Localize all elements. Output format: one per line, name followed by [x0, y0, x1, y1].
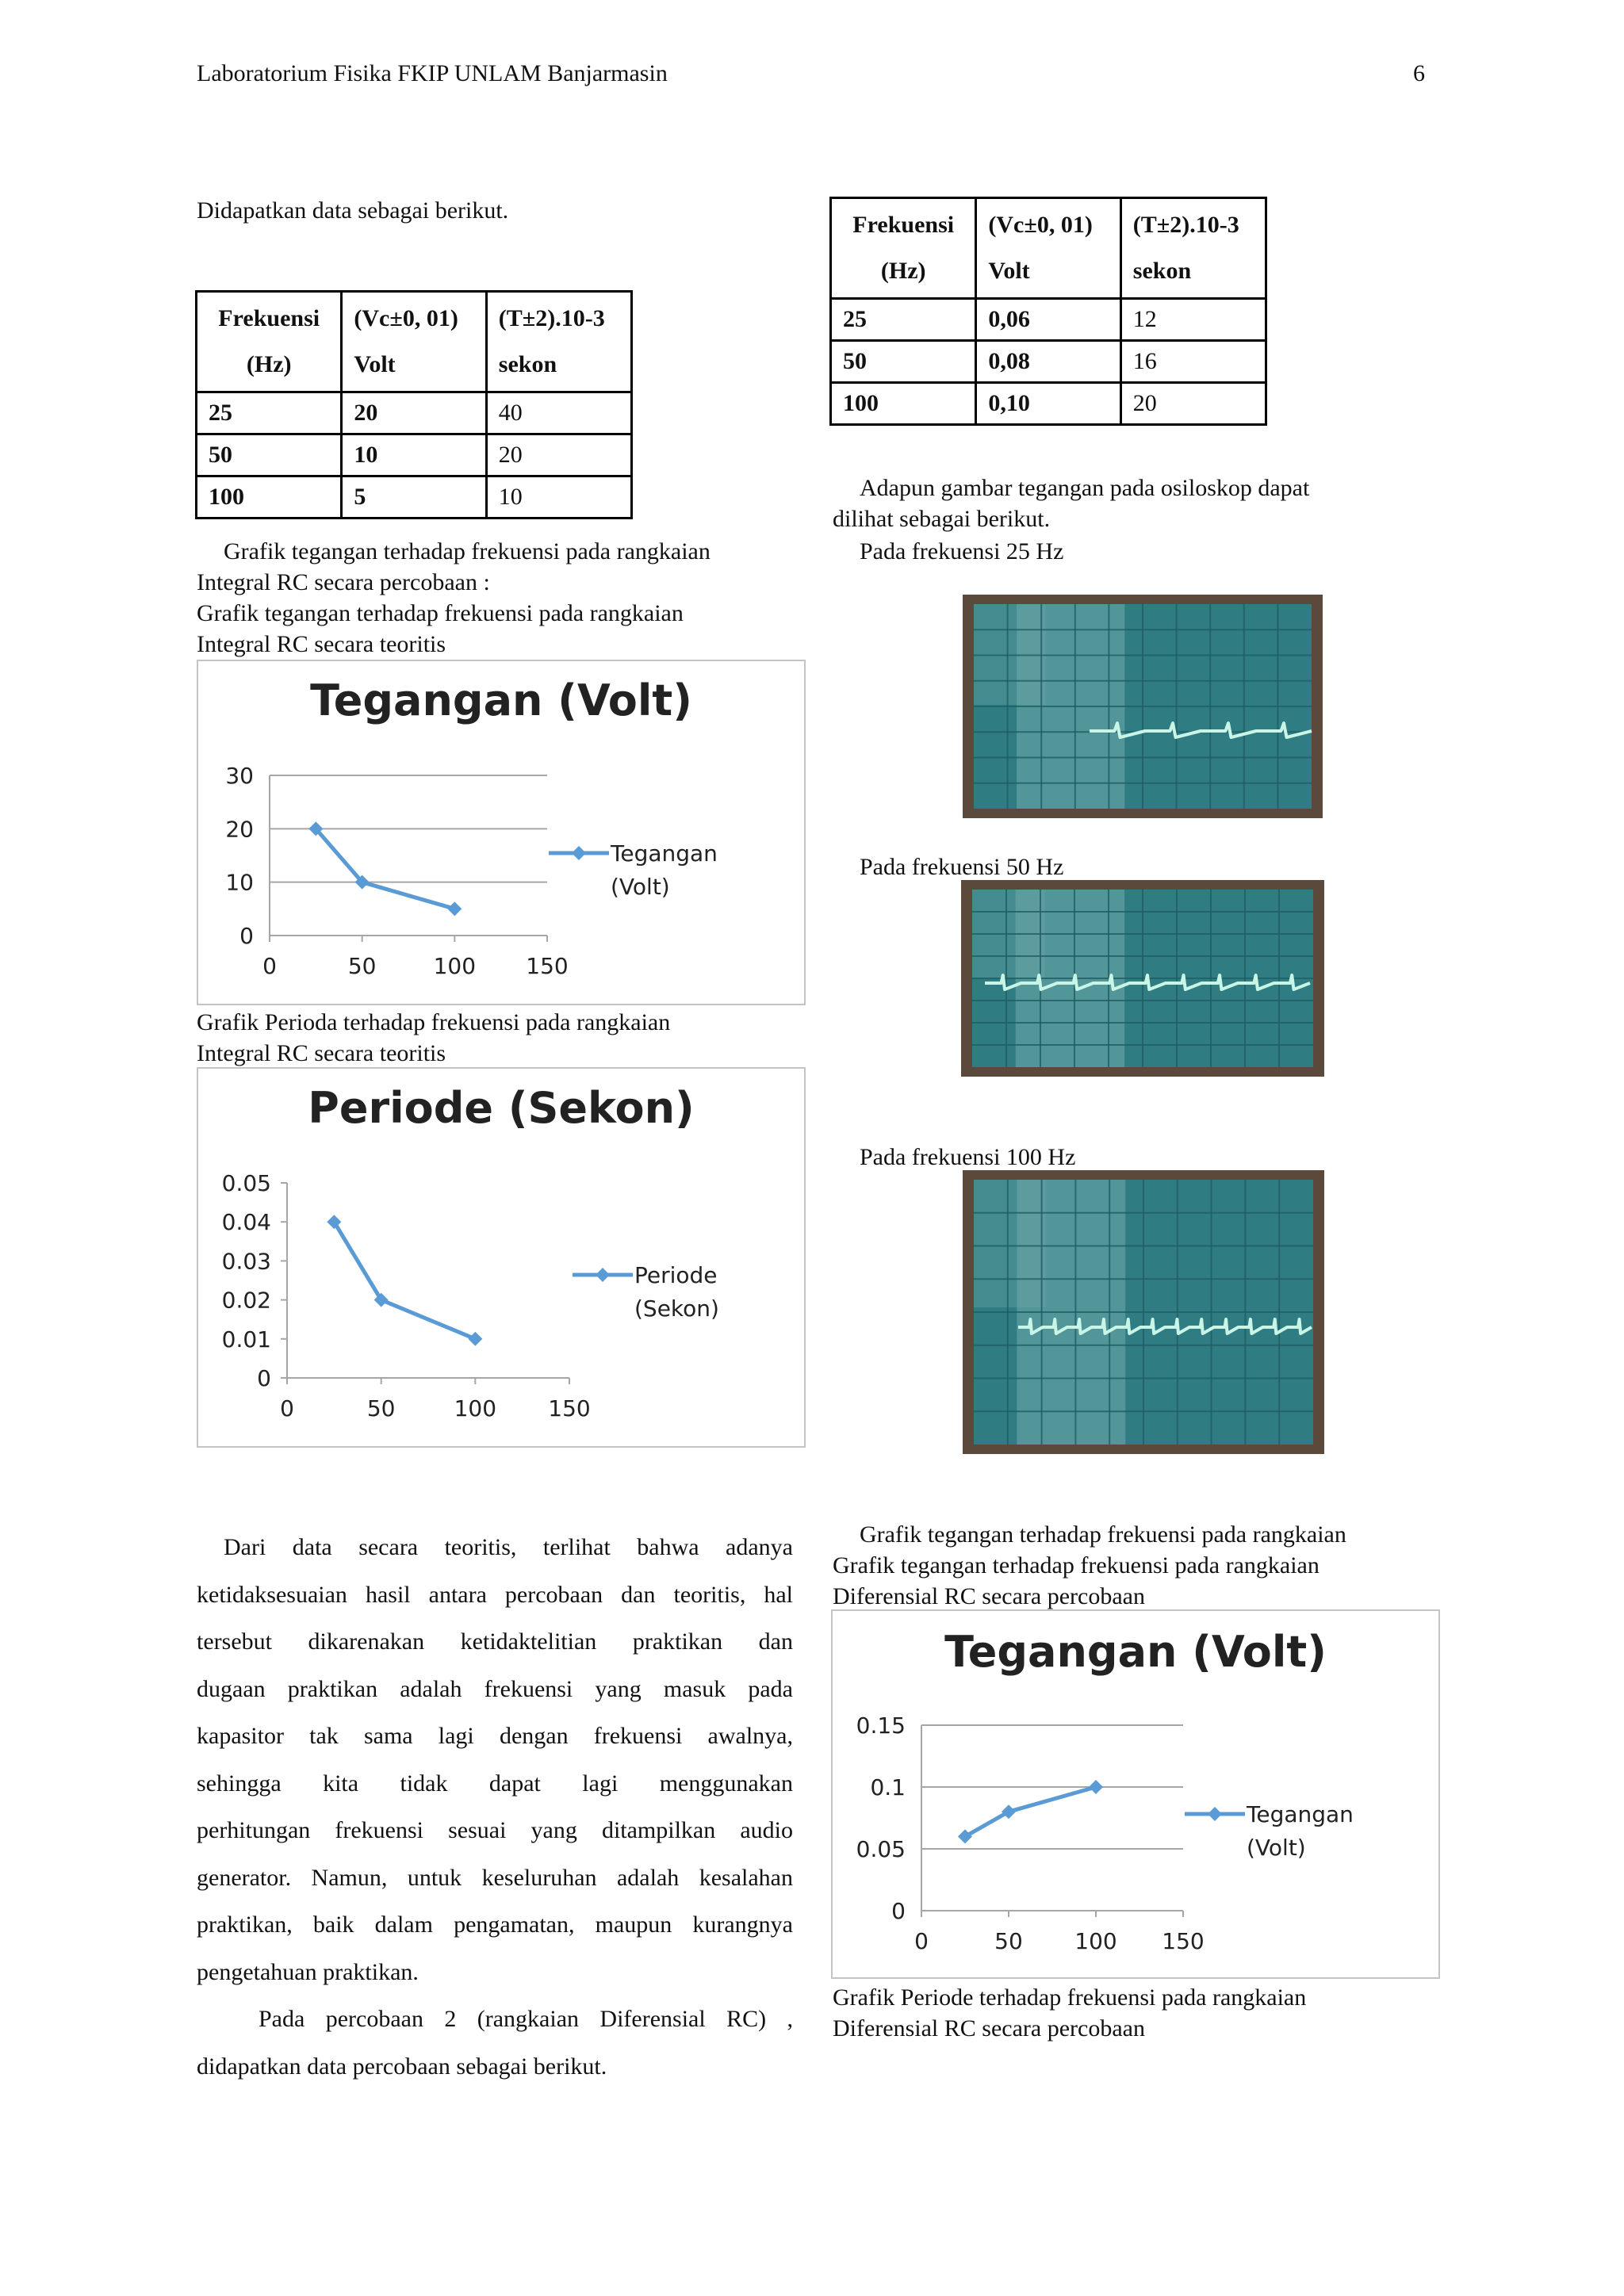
chart-title: Tegangan (Volt) [944, 1627, 1327, 1677]
y-tick-label: 0.04 [221, 1209, 271, 1236]
osc-intro-1: Adapun gambar tegangan pada osiloskop dapat [860, 475, 1310, 501]
y-tick-label: 10 [225, 869, 254, 896]
table-header-cell: Frekuensi (Hz) [831, 198, 976, 299]
legend-marker [572, 846, 586, 860]
table-header-row [197, 292, 632, 392]
intro-text: Didapatkan data sebagai berikut. [197, 197, 509, 224]
paragraph-line: perhitungan frekuensi sesuai yang ditampilkan audio [197, 1817, 793, 1843]
paragraph-line: Dari data secara teoritis, terlihat bahwa adanya [224, 1534, 793, 1560]
chart-tegangan-integral [197, 660, 806, 1005]
table-header-cell: (Vc±0, 01) Volt [342, 292, 486, 392]
x-tick-label: 50 [347, 953, 377, 979]
paragraph-line: kapasitor tak sama lagi dengan frekuensi awalnya, [197, 1723, 793, 1749]
caption-diferensial-tegangan-1: Grafik tegangan terhadap frekuensi pada rangkaian [860, 1521, 1346, 1548]
y-tick-label: 0 [239, 923, 254, 949]
chart-svg [833, 1611, 1438, 1977]
label-freq-50: Pada frekuensi 50 Hz [860, 854, 1064, 880]
table-header-cell: Frekuensi (Hz) [197, 292, 342, 392]
y-tick-label: 0.01 [221, 1326, 271, 1353]
caption-diferensial-tegangan-3: Diferensial RC secara percobaan [833, 1583, 1145, 1609]
x-tick-label: 100 [454, 1395, 497, 1422]
table-cell: 10 [342, 434, 486, 476]
legend-label: Periode [634, 1262, 718, 1288]
table-cell: 20 [486, 434, 631, 476]
data-table-diferensial [829, 197, 1267, 426]
legend-label: (Volt) [1247, 1835, 1306, 1861]
paragraph-line: praktikan, baik dalam pengamatan, maupun kurangnya [197, 1911, 793, 1938]
oscilloscope-image-25hz [963, 595, 1323, 818]
paragraph-line: didapatkan data percobaan sebagai berikut. [197, 2053, 607, 2080]
chart-title: Periode (Sekon) [308, 1083, 695, 1133]
x-tick-label: 50 [994, 1928, 1023, 1954]
label-freq-100: Pada frekuensi 100 Hz [860, 1144, 1076, 1170]
table-cell: 0,06 [976, 299, 1120, 341]
paragraph-line: pengetahuan praktikan. [197, 1958, 419, 1985]
y-tick-label: 0.05 [221, 1170, 271, 1196]
table-cell: 50 [197, 434, 342, 476]
paragraph-line: generator. Namun, untuk keseluruhan adalah kesalahan [197, 1864, 793, 1891]
table-cell: 10 [486, 476, 631, 519]
caption-integral-teoritis-1: Grafik tegangan terhadap frekuensi pada rangkaian [197, 600, 684, 626]
x-tick-label: 100 [1074, 1928, 1117, 1954]
x-tick-label: 0 [914, 1928, 929, 1954]
table-row [197, 392, 632, 434]
chart-periode-integral [197, 1067, 806, 1448]
oscilloscope-screen [963, 1170, 1324, 1454]
x-tick-label: 150 [526, 953, 569, 979]
table-row [197, 476, 632, 519]
paragraph-line: Pada percobaan 2 (rangkaian Diferensial RC) , [259, 2006, 793, 2032]
osc-intro-2: dilihat sebagai berikut. [833, 506, 1051, 532]
osc-glare [974, 604, 1046, 705]
table-cell: 100 [197, 476, 342, 519]
table-header-cell: (T±2).10-3 sekon [1120, 198, 1266, 299]
y-tick-label: 0.03 [221, 1248, 271, 1275]
table-cell: 25 [831, 299, 976, 341]
chart-svg [198, 1069, 804, 1446]
table-cell: 40 [486, 392, 631, 434]
x-tick-label: 50 [366, 1395, 396, 1422]
table-cell: 0,10 [976, 383, 1120, 425]
running-header-title: Laboratorium Fisika FKIP UNLAM Banjarmasin [197, 60, 668, 86]
table-row [831, 383, 1266, 425]
x-tick-label: 150 [548, 1395, 591, 1422]
paragraph-line: ketidaksesuaian hasil antara percobaan dan teoritis, hal [197, 1581, 793, 1608]
table-cell: 50 [831, 341, 976, 383]
paragraph-line: dugaan praktikan adalah frekuensi yang masuk pada [197, 1675, 793, 1702]
caption-perioda-integral-2: Integral RC secara teoritis [197, 1040, 446, 1066]
x-tick-label: 150 [1162, 1928, 1205, 1954]
x-tick-label: 100 [433, 953, 477, 979]
y-tick-label: 0.1 [870, 1774, 906, 1800]
table-cell: 20 [1120, 383, 1266, 425]
label-freq-25: Pada frekuensi 25 Hz [860, 538, 1064, 564]
discussion-paragraph [197, 1524, 793, 2090]
legend-marker [1208, 1807, 1222, 1821]
table-header-cell: (T±2).10-3 sekon [486, 292, 631, 392]
data-point-marker [468, 1332, 482, 1346]
y-tick-label: 0.02 [221, 1287, 271, 1314]
table-header-cell: (Vc±0, 01) Volt [976, 198, 1120, 299]
x-tick-label: 0 [280, 1395, 294, 1422]
data-table-integral [195, 290, 633, 519]
table-row [831, 341, 1266, 383]
legend-label: Tegangan [1247, 1801, 1354, 1827]
paragraph-line: tersebut dikarenakan ketidaktelitian praktikan dan [197, 1628, 793, 1655]
osc-glare [974, 1180, 1046, 1307]
paragraph-line: sehingga kita tidak dapat lagi menggunakan [197, 1770, 793, 1797]
caption-diferensial-periode-1: Grafik Periode terhadap frekuensi pada rangkaian [833, 1984, 1307, 2011]
y-tick-label: 30 [225, 763, 254, 789]
oscilloscope-image-50hz [961, 880, 1324, 1077]
oscilloscope-image-100hz [963, 1170, 1324, 1454]
legend-label: Tegangan [611, 840, 718, 867]
table-cell: 12 [1120, 299, 1266, 341]
table-header-row [831, 198, 1266, 299]
caption-perioda-integral-1: Grafik Perioda terhadap frekuensi pada rangkaian [197, 1009, 671, 1035]
oscilloscope-screen [961, 880, 1324, 1077]
chart-tegangan-diferensial [831, 1609, 1440, 1979]
x-tick-label: 0 [262, 953, 277, 979]
table-row [197, 434, 632, 476]
legend-marker [596, 1268, 610, 1282]
chart-svg [198, 661, 804, 1004]
y-tick-label: 20 [225, 816, 254, 843]
y-tick-label: 0 [891, 1898, 906, 1924]
data-point-marker [447, 901, 462, 916]
table-cell: 20 [342, 392, 486, 434]
table-cell: 25 [197, 392, 342, 434]
page-number: 6 [1413, 60, 1425, 86]
caption-diferensial-periode-2: Diferensial RC secara percobaan [833, 2015, 1145, 2042]
legend-label: (Volt) [611, 874, 670, 900]
series-line [316, 828, 454, 909]
caption-integral-percobaan-2: Integral RC secara percobaan : [197, 569, 490, 595]
y-tick-label: 0 [257, 1365, 271, 1391]
legend-label: (Sekon) [634, 1295, 719, 1322]
caption-integral-teoritis-2: Integral RC secara teoritis [197, 631, 446, 657]
series-line [334, 1222, 475, 1339]
caption-integral-percobaan-1: Grafik tegangan terhadap frekuensi pada rangkaian [224, 538, 710, 564]
table-cell: 100 [831, 383, 976, 425]
caption-diferensial-tegangan-2: Grafik tegangan terhadap frekuensi pada rangkaian [833, 1552, 1320, 1578]
table-cell: 16 [1120, 341, 1266, 383]
y-tick-label: 0.15 [856, 1712, 906, 1739]
oscilloscope-screen [963, 595, 1323, 818]
table-row [831, 299, 1266, 341]
table-cell: 5 [342, 476, 486, 519]
series-line [965, 1787, 1096, 1836]
data-point-marker [1089, 1780, 1103, 1794]
table-cell: 0,08 [976, 341, 1120, 383]
chart-title: Tegangan (Volt) [310, 675, 692, 725]
y-tick-label: 0.05 [856, 1836, 906, 1862]
